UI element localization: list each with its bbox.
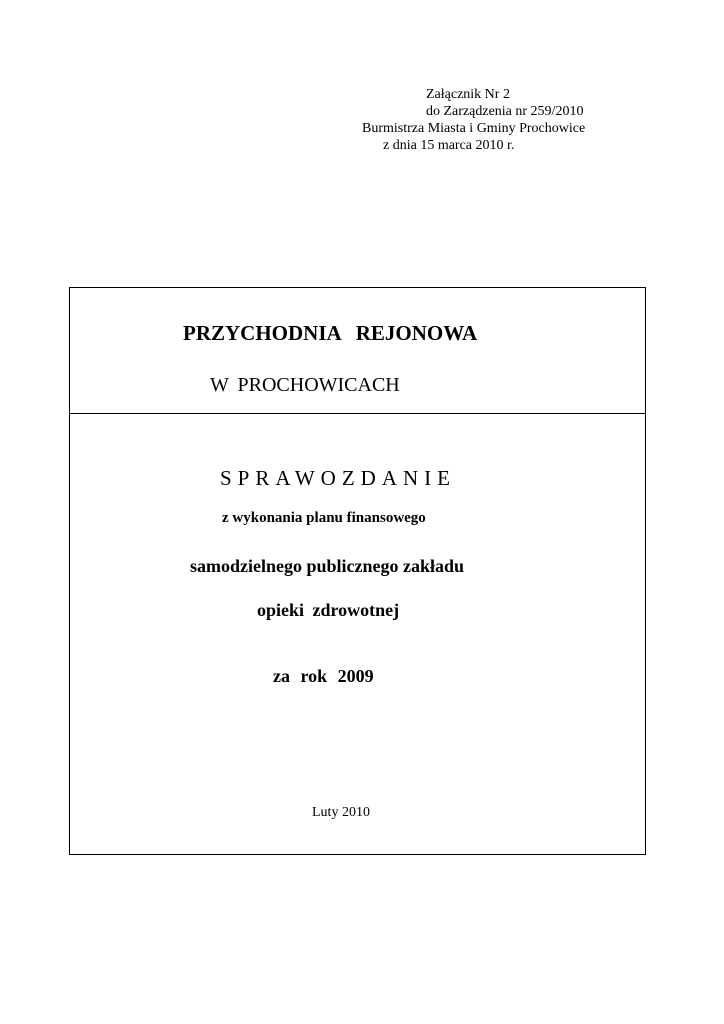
report-subtitle-line2: samodzielnego publicznego zakładu xyxy=(190,556,465,576)
report-date: Luty 2010 xyxy=(312,805,370,820)
cover-frame xyxy=(69,287,646,855)
annex-number: Załącznik Nr 2 xyxy=(426,87,510,102)
institution-place: W PROCHOWICACH xyxy=(210,374,400,396)
report-subtitle-line3: opieki zdrowotnej xyxy=(257,600,400,620)
annex-issuer: Burmistrza Miasta i Gminy Prochowice xyxy=(362,121,586,136)
institution-name: PRZYCHODNIA REJONOWA xyxy=(183,321,478,345)
frame-divider xyxy=(70,413,645,414)
report-subtitle-line1: z wykonania planu finansowego xyxy=(222,510,426,526)
annex-order-reference: do Zarządzenia nr 259/2010 xyxy=(426,104,584,119)
report-period: za rok 2009 xyxy=(273,666,374,686)
annex-date: z dnia 15 marca 2010 r. xyxy=(383,138,515,153)
report-title: SPRAWOZDANIE xyxy=(220,466,456,490)
